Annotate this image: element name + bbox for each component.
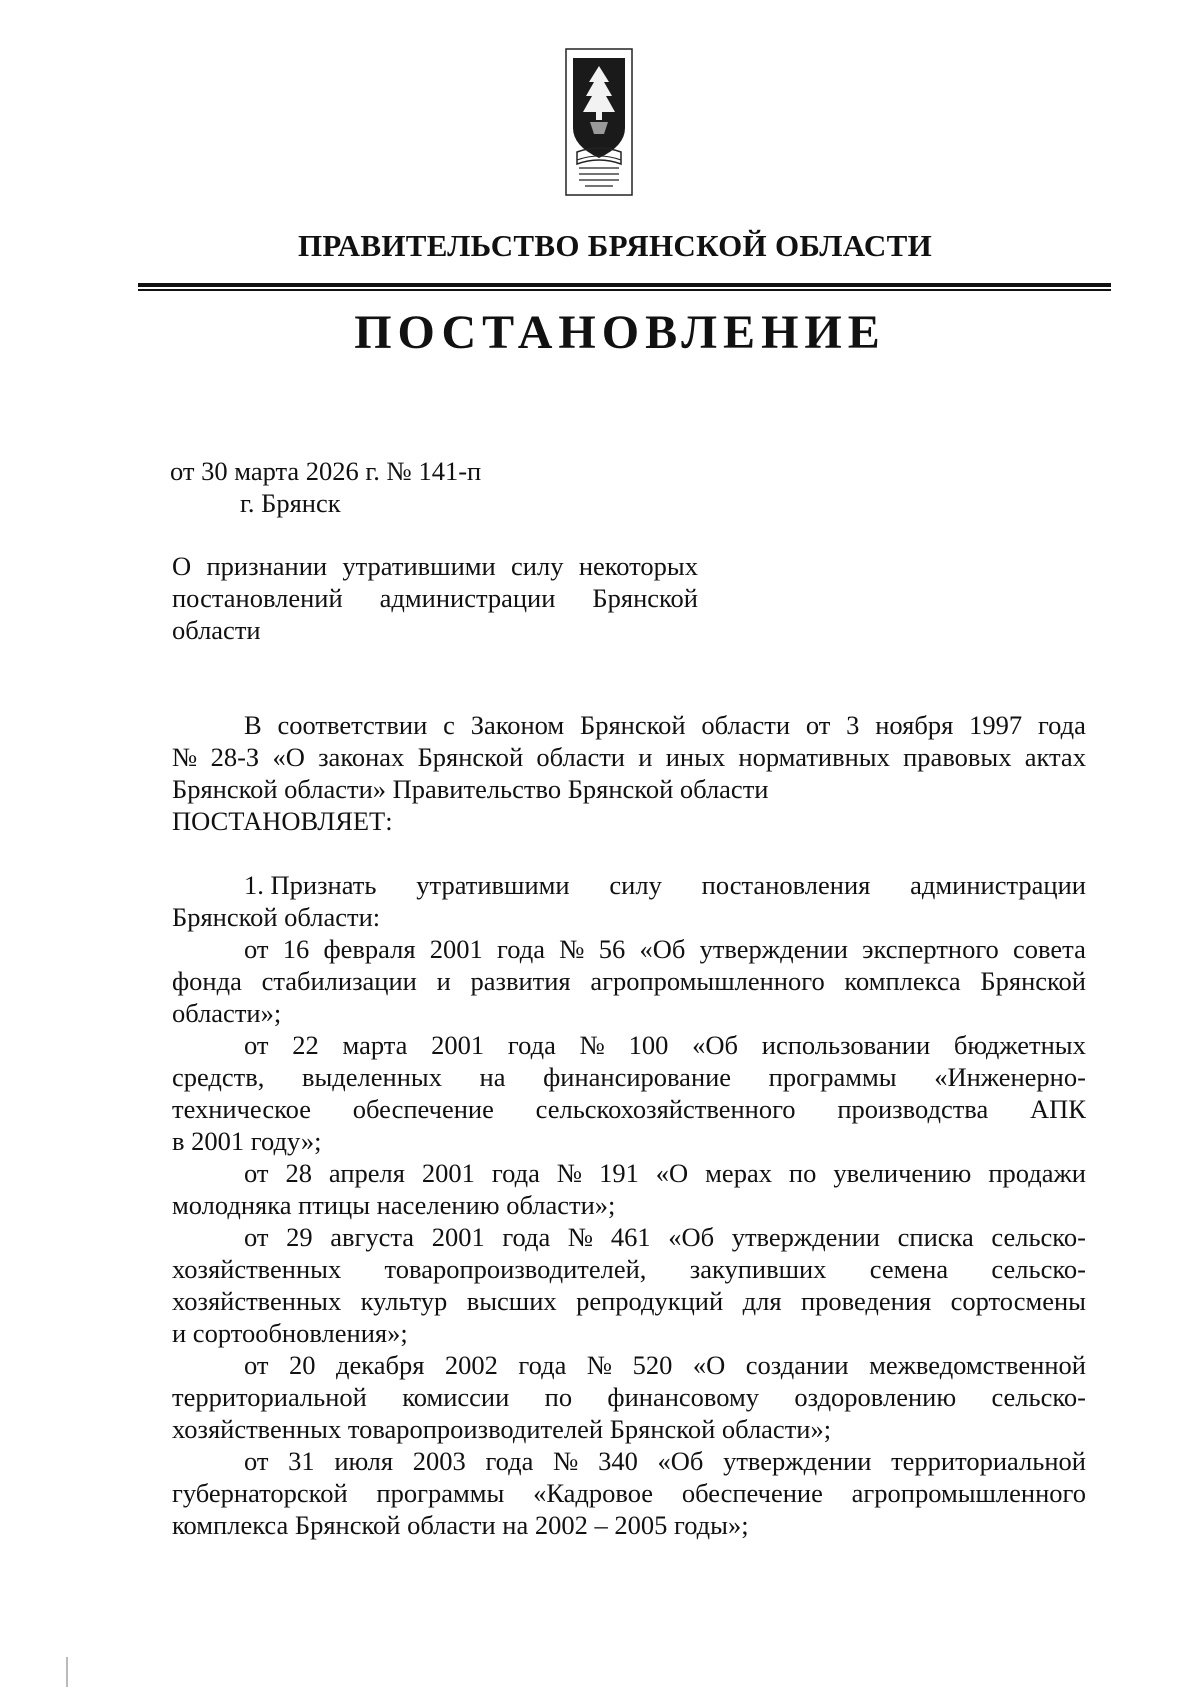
word: 1. Признать: [244, 870, 377, 900]
word: семена: [869, 1254, 949, 1284]
word: по: [788, 1158, 817, 1188]
word: утверждении: [723, 1446, 872, 1476]
word: 100: [628, 1030, 669, 1060]
header-rule-thick: [138, 283, 1111, 287]
word: актах: [1024, 742, 1086, 772]
entry-6-line-2: [172, 1480, 1086, 1507]
word: агропромышленного: [590, 966, 825, 996]
word: обеспечение: [352, 1094, 494, 1124]
word: территориальной: [891, 1446, 1086, 1476]
word: апреля: [328, 1158, 405, 1188]
word: «Об: [657, 1446, 704, 1476]
word: 2001: [421, 1158, 475, 1188]
word: проведения: [800, 1286, 932, 1316]
word: 20: [288, 1350, 316, 1380]
word: нормативных: [738, 742, 890, 772]
word: по: [544, 1382, 573, 1412]
word: 31: [288, 1446, 315, 1476]
word: 2001: [429, 934, 483, 964]
word: утратившими: [342, 551, 496, 581]
word: использовании: [761, 1030, 931, 1060]
word: года: [518, 1350, 567, 1380]
word: комиссии: [402, 1382, 510, 1412]
entry-1-line-1: [244, 936, 1086, 963]
word: №: [556, 1158, 583, 1188]
word: №: [172, 742, 198, 772]
word: от: [805, 710, 831, 740]
word: утверждении: [699, 934, 848, 964]
word: июля: [334, 1446, 394, 1476]
preamble-line-3: Брянской области» Правительство Брянской области: [172, 774, 769, 804]
word: №: [559, 934, 585, 964]
word: высших: [466, 1286, 557, 1316]
entry-1-line-2: [172, 968, 1086, 995]
subject-line-1: [172, 553, 698, 580]
word: оздоровлению: [794, 1382, 957, 1412]
word: развития: [470, 966, 571, 996]
entry-3-line-2: молодняка птицы населению области»;: [172, 1190, 616, 1220]
word: некоторых: [578, 551, 698, 581]
word: ноября: [875, 710, 954, 740]
entry-2-line-2: [172, 1064, 1086, 1091]
word: хозяйственных: [172, 1254, 342, 1284]
word: утверждении: [731, 1222, 880, 1252]
date-number: от 30 марта 2026 г. № 141-п: [170, 456, 482, 486]
word: №: [579, 1030, 605, 1060]
subject-line-2: [172, 585, 698, 612]
entry-2-line-1: [244, 1032, 1086, 1059]
word: техническое: [172, 1094, 311, 1124]
preamble-line-1: [244, 712, 1086, 739]
word: года: [497, 934, 545, 964]
word: «О: [692, 1350, 726, 1380]
word: 22: [292, 1030, 319, 1060]
word: Брянской: [580, 710, 686, 740]
word: признании: [206, 551, 328, 581]
word: увеличению: [833, 1158, 972, 1188]
word: с: [443, 710, 455, 740]
word: от: [244, 1030, 269, 1060]
entry-5-line-1: [244, 1352, 1086, 1379]
word: мерах: [705, 1158, 772, 1188]
entry-6-line-3: комплекса Брянской области на 2002 – 2005 годы»;: [172, 1510, 749, 1540]
word: постановления: [701, 870, 871, 900]
word: производства: [837, 1094, 989, 1124]
organization-title: ПРАВИТЕЛЬСТВО БРЯНСКОЙ ОБЛАСТИ: [297, 228, 933, 263]
word: 3: [846, 710, 860, 740]
word: силу: [511, 551, 564, 581]
word: иных: [665, 742, 726, 772]
word: губернаторской: [172, 1478, 348, 1508]
word: на: [479, 1062, 506, 1092]
word: и: [638, 742, 653, 772]
word: 2001: [431, 1030, 485, 1060]
word: №: [586, 1350, 613, 1380]
word: закупивших: [689, 1254, 827, 1284]
word: соответствии: [277, 710, 428, 740]
entry-2-line-4: в 2001 году»;: [172, 1126, 322, 1156]
word: «Об: [692, 1030, 739, 1060]
word: 28-З: [210, 742, 260, 772]
word: сельско-: [991, 1254, 1086, 1284]
preamble-line-4: ПОСТАНОВЛЯЕТ:: [172, 806, 393, 836]
word: Брянской: [417, 742, 524, 772]
word: и: [436, 966, 451, 996]
word: «О: [272, 742, 305, 772]
word: сельско-: [991, 1382, 1086, 1412]
entry-1-line-3: области»;: [172, 998, 282, 1028]
entry-6-line-1: [244, 1448, 1086, 1475]
word: от: [244, 1222, 269, 1252]
word: силу: [609, 870, 662, 900]
entry-4-line-4: и сортообновления»;: [172, 1318, 408, 1348]
word: «Кадровое: [533, 1478, 654, 1508]
document-type-heading: ПОСТАНОВЛЕНИЕ: [354, 306, 886, 359]
word: товаропроизводителей,: [384, 1254, 647, 1284]
word: от: [244, 934, 269, 964]
word: августа: [330, 1222, 415, 1252]
word: №: [567, 1222, 594, 1252]
word: марта: [342, 1030, 408, 1060]
word: совета: [1013, 934, 1086, 964]
word: фонда: [172, 966, 242, 996]
word: 2003: [412, 1446, 466, 1476]
word: администрации: [910, 870, 1086, 900]
entry-5-line-3: хозяйственных товаропроизводителей Брянской области»;: [172, 1414, 832, 1444]
coat-of-arms-icon: [565, 48, 633, 196]
word: сельско-: [991, 1222, 1086, 1252]
word: №: [553, 1446, 579, 1476]
word: Брянской: [980, 966, 1086, 996]
header-rule-thin: [138, 289, 1111, 291]
word: «О: [655, 1158, 689, 1188]
word: 16: [282, 934, 310, 964]
word: межведомственной: [869, 1350, 1086, 1380]
word: постановлений: [172, 583, 343, 613]
word: 520: [632, 1350, 673, 1380]
word: АПК: [1030, 1094, 1086, 1124]
word: стабилизации: [261, 966, 417, 996]
word: года: [507, 1030, 556, 1060]
word: 340: [598, 1446, 638, 1476]
entry-3-line-1: [244, 1160, 1086, 1187]
word: 461: [610, 1222, 651, 1252]
word: 28: [285, 1158, 312, 1188]
word: продажи: [988, 1158, 1086, 1188]
word: финансовому: [607, 1382, 759, 1412]
word: 2001: [431, 1222, 485, 1252]
word: сельскохозяйственного: [535, 1094, 796, 1124]
word: репродукций: [576, 1286, 724, 1316]
word: «Об: [668, 1222, 715, 1252]
item1-line-2: Брянской области:: [172, 902, 381, 932]
entry-4-line-2: [172, 1256, 1086, 1283]
word: бюджетных: [953, 1030, 1086, 1060]
word: 191: [599, 1158, 639, 1188]
subject-line-3: области: [172, 615, 261, 645]
word: области: [536, 742, 625, 772]
word: финансирование: [543, 1062, 732, 1092]
word: выделенных: [301, 1062, 442, 1092]
word: от: [244, 1446, 269, 1476]
scan-margin-mark: [66, 1657, 68, 1687]
word: от: [244, 1158, 269, 1188]
word: экспертного: [862, 934, 999, 964]
word: 2002: [444, 1350, 498, 1380]
word: года: [491, 1158, 540, 1188]
word: комплекса: [844, 966, 961, 996]
word: правовых: [903, 742, 1012, 772]
word: программы: [376, 1478, 505, 1508]
entry-4-line-3: [172, 1288, 1086, 1315]
word: 1997: [969, 710, 1023, 740]
word: администрации: [379, 583, 556, 613]
word: года: [502, 1222, 551, 1252]
word: сортосмены: [950, 1286, 1086, 1316]
word: утратившими: [416, 870, 570, 900]
word: средств,: [172, 1062, 265, 1092]
word: В: [244, 710, 262, 740]
word: февраля: [323, 934, 416, 964]
word: Брянской: [592, 583, 698, 613]
word: 56: [598, 934, 626, 964]
word: «Инженерно-: [934, 1062, 1086, 1092]
word: года: [485, 1446, 534, 1476]
word: декабря: [335, 1350, 425, 1380]
entry-2-line-3: [172, 1096, 1086, 1123]
preamble-line-2: [172, 744, 1086, 771]
word: для: [742, 1286, 782, 1316]
word: от: [244, 1350, 269, 1380]
word: года: [1037, 710, 1086, 740]
word: О: [172, 551, 192, 581]
word: хозяйственных: [172, 1286, 342, 1316]
word: агропромышленного: [851, 1478, 1086, 1508]
entry-4-line-1: [244, 1224, 1086, 1251]
word: создании: [745, 1350, 849, 1380]
word: Законом: [470, 710, 565, 740]
word: культур: [360, 1286, 448, 1316]
word: области: [701, 710, 791, 740]
item1-line-1: [244, 872, 1086, 899]
word: 29: [286, 1222, 313, 1252]
word: территориальной: [172, 1382, 367, 1412]
city: г. Брянск: [240, 488, 341, 518]
word: законах: [318, 742, 405, 772]
word: списка: [897, 1222, 974, 1252]
word: «Об: [639, 934, 686, 964]
word: обеспечение: [681, 1478, 823, 1508]
entry-5-line-2: [172, 1384, 1086, 1411]
word: программы: [768, 1062, 897, 1092]
